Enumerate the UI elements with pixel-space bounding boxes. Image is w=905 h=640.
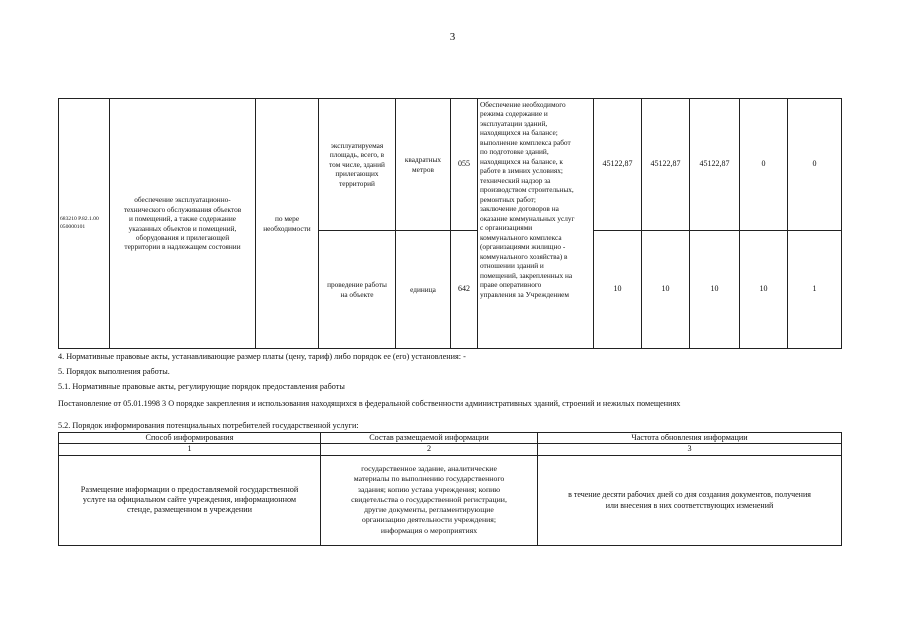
work-content-line: эксплуатации зданий, bbox=[480, 118, 548, 128]
value: 0 bbox=[812, 159, 817, 169]
info-header-composition bbox=[321, 433, 538, 444]
registry-code-cell bbox=[59, 99, 110, 349]
info-frequency-cell bbox=[538, 455, 842, 545]
registry-code-line: 050000101 bbox=[60, 223, 86, 230]
service-name-line: территории в надлежащем состоянии bbox=[124, 242, 241, 252]
header-label: Частота обновления информации bbox=[631, 433, 748, 442]
info-method bbox=[59, 485, 320, 516]
value: 10 bbox=[759, 284, 768, 294]
service-name-line: указанных объектов и помещений, bbox=[128, 223, 237, 233]
value: 10 bbox=[710, 284, 719, 294]
indicator-cell bbox=[319, 231, 396, 349]
info-composition-line: информация о мероприятиях bbox=[380, 525, 478, 535]
okei-code: 642 bbox=[458, 284, 470, 294]
value: 10 bbox=[613, 284, 622, 294]
service-condition bbox=[256, 214, 318, 233]
service-name-line: обеспечение эксплуатационно- bbox=[134, 195, 231, 205]
unit-name bbox=[396, 285, 450, 294]
value-cell bbox=[740, 99, 788, 231]
value-cell bbox=[642, 99, 690, 231]
info-composition-cell bbox=[321, 455, 538, 545]
value-cell bbox=[642, 231, 690, 349]
indicator-name bbox=[319, 141, 395, 188]
unit-cell bbox=[396, 99, 451, 231]
service-name-line: оборудования и прилегающей bbox=[135, 232, 230, 242]
value-cell bbox=[594, 99, 642, 231]
index-label: 2 bbox=[426, 444, 432, 454]
page-number: 3 bbox=[449, 31, 456, 43]
indicator-name-line: площадь, всего, в bbox=[329, 150, 385, 160]
info-composition-line: свидетельства о государственной регистрации, bbox=[351, 494, 507, 504]
okei-cell bbox=[451, 99, 478, 231]
work-content-line: находящихся на балансе, к bbox=[480, 156, 563, 166]
registry-code bbox=[60, 216, 109, 231]
work-content-line: производством строительных, bbox=[480, 185, 574, 195]
info-frequency-line: в течение десяти рабочих дней со дня создания документов, получения bbox=[568, 489, 811, 499]
info-composition-line: задания; копию устава учреждения; копию bbox=[357, 484, 501, 494]
value: 45122,87 bbox=[699, 159, 730, 169]
section-5: 5. Порядок выполнения работы. bbox=[58, 367, 170, 376]
work-content-line: работе в зимних условиях; bbox=[480, 166, 563, 176]
section-4: 4. Нормативные правовые акты, устанавливающие размер платы (цену, тариф) либо порядок ее (его) установления: - bbox=[58, 352, 466, 361]
info-frequency bbox=[538, 489, 841, 511]
work-content-line: коммунального хозяйства) в bbox=[480, 251, 568, 261]
service-condition-line: необходимости bbox=[263, 223, 311, 233]
service-table bbox=[58, 98, 842, 349]
unit-cell bbox=[396, 231, 451, 349]
unit-name bbox=[396, 155, 450, 174]
header-label: Способ информирования bbox=[145, 433, 234, 442]
indicator-name-line: на объекте bbox=[340, 289, 374, 299]
info-composition bbox=[321, 464, 537, 536]
value: 45122,87 bbox=[650, 159, 681, 169]
work-content-cell bbox=[478, 99, 594, 349]
info-table bbox=[58, 432, 842, 546]
service-name-line: технического обслуживания объектов bbox=[123, 204, 242, 214]
info-header-frequency bbox=[538, 433, 842, 444]
info-composition-line: другие документы, регламентирующие bbox=[364, 505, 494, 515]
indicator-name bbox=[319, 280, 395, 299]
value: 45122,87 bbox=[602, 159, 633, 169]
info-header-method bbox=[59, 433, 321, 444]
section-5-1: 5.1. Нормативные правовые акты, регулирующие порядок предоставления работы bbox=[58, 382, 345, 391]
column-index bbox=[321, 444, 538, 455]
service-condition-line: по мере bbox=[274, 214, 300, 224]
info-method-line: стенде, размещенном в учреждении bbox=[126, 505, 253, 515]
service-name bbox=[110, 195, 255, 252]
value-cell bbox=[690, 99, 740, 231]
work-content-line: выполнение комплекса работ bbox=[480, 137, 571, 147]
info-method-line: Размещение информации о предоставляемой государственной bbox=[80, 484, 299, 494]
indicator-name-line: прилегающих bbox=[335, 169, 379, 179]
value-cell bbox=[788, 99, 842, 231]
decree-text: Постановление от 05.01.1998 3 О порядке закрепления и использования находящихся в федеральной собственности административных зданий, строений и нежилых помещениях bbox=[58, 399, 681, 408]
info-method-line: услуге на официальном сайте учреждения, информационном bbox=[82, 494, 297, 504]
value-cell bbox=[740, 231, 788, 349]
service-name-line: и помещений, а также содержание bbox=[129, 214, 236, 224]
column-index bbox=[59, 444, 321, 455]
column-index bbox=[538, 444, 842, 455]
service-name-cell bbox=[110, 99, 256, 349]
work-content-line: ремонтных работ; bbox=[480, 194, 536, 204]
work-content-line: оказание коммунальных услуг bbox=[480, 213, 575, 223]
indicator-cell bbox=[319, 99, 396, 231]
value: 1 bbox=[812, 284, 817, 294]
work-content bbox=[480, 100, 591, 299]
info-composition-line: материалы по выполнению государственного bbox=[353, 474, 505, 484]
info-frequency-line: или внесения в них соответствующих изменений bbox=[605, 501, 774, 510]
section-5-2: 5.2. Порядок информирования потенциальных потребителей государственной услуги: bbox=[58, 421, 359, 430]
work-content-line: Обеспечение необходимого bbox=[480, 100, 566, 109]
unit-name-line: единица bbox=[410, 284, 436, 294]
work-content-line: отношении зданий и bbox=[480, 261, 544, 271]
header-label: Состав размещаемой информации bbox=[369, 433, 489, 442]
indicator-name-line: том числе, зданий bbox=[329, 159, 385, 169]
okei-code: 055 bbox=[458, 159, 470, 169]
index-label: 1 bbox=[187, 444, 192, 454]
info-composition-line: организацию деятельности учреждения; bbox=[361, 515, 497, 525]
work-content-line: технический надзор за bbox=[480, 175, 551, 185]
work-content-line: управления за Учреждением bbox=[480, 289, 569, 299]
registry-code-line: 683210 Р.82.1.00 bbox=[60, 215, 99, 222]
value: 10 bbox=[661, 284, 670, 294]
value: 0 bbox=[761, 159, 766, 169]
value-cell bbox=[788, 231, 842, 349]
work-content-line: с организациями bbox=[480, 223, 533, 233]
work-content-line: (организациями жилищно - bbox=[480, 242, 566, 252]
work-content-line: заключение договоров на bbox=[480, 204, 559, 214]
work-content-line: коммунального комплекса bbox=[480, 232, 562, 242]
okei-cell bbox=[451, 231, 478, 349]
indicator-name-line: проведение работы bbox=[327, 280, 387, 290]
condition-cell bbox=[256, 99, 319, 349]
info-method-cell bbox=[59, 455, 321, 545]
index-label: 3 bbox=[687, 444, 692, 454]
value-cell bbox=[690, 231, 740, 349]
value-cell bbox=[594, 231, 642, 349]
unit-name-line: метров bbox=[412, 164, 434, 174]
work-content-line: режима содержание и bbox=[480, 109, 548, 119]
work-content-line: по подготовке зданий, bbox=[480, 147, 549, 157]
indicator-name-line: эксплуатируемая bbox=[330, 140, 384, 150]
indicator-name-line: территорий bbox=[339, 178, 375, 188]
work-content-line: праве оперативного bbox=[480, 280, 542, 290]
work-content-line: помещений, закрепленных на bbox=[480, 270, 573, 280]
unit-name-line: квадратных bbox=[404, 155, 442, 165]
info-composition-line: государственное задание, аналитические bbox=[361, 464, 497, 474]
work-content-line: находящихся на балансе; bbox=[480, 128, 558, 138]
